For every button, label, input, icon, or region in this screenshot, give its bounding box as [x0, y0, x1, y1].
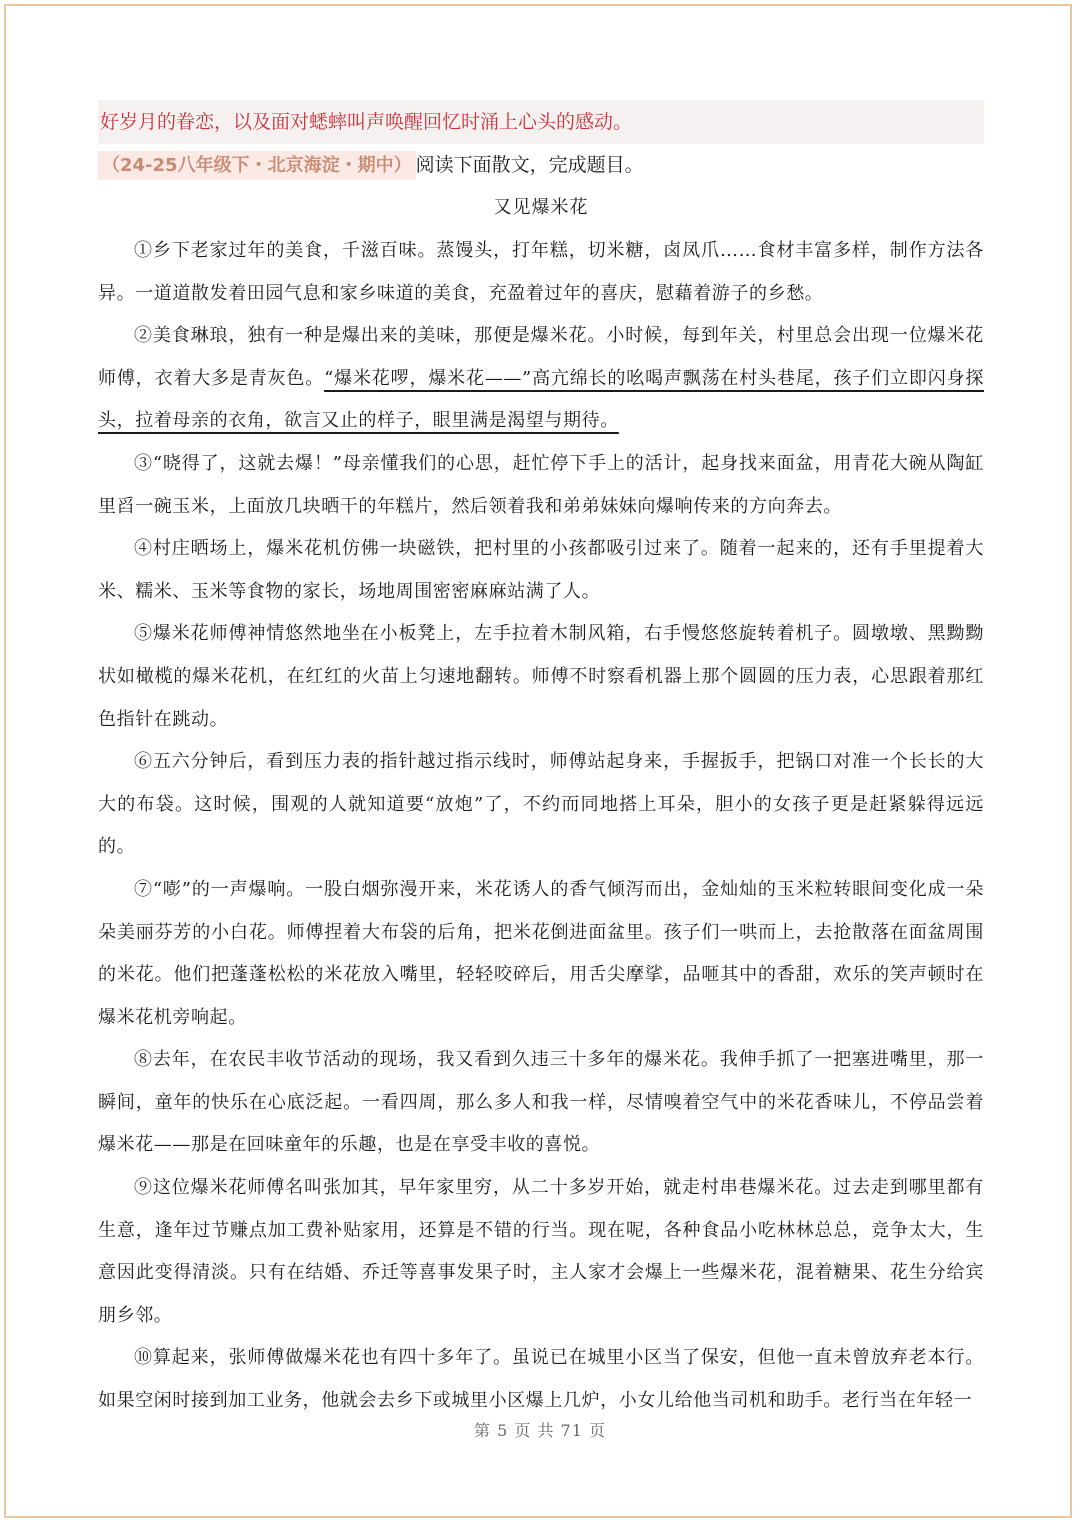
paragraph-7: ⑦“嘭”的一声爆响。一股白烟弥漫开来，米花诱人的香气倾泻而出，金灿灿的玉米粒转眼间变化成一朵朵美丽芬芳的小白花。师傅捏着大布袋的后角，把米花倒进面盆里。孩子们一哄而上，去抢散落在面盆周围的米花。他们把蓬蓬松松的米花放入嘴里，轻轻咬碎后，用舌尖摩挲，品咂其中的香甜，欢乐的笑声顿时在爆米花机旁响起。 — [98, 878, 984, 1028]
paragraph-1: ①乡下老家过年的美食，千滋百味。蒸馒头，打年糕，切米糖，卤凤爪……食材丰富多样，制作方法各异。一道道散发着田园气息和家乡味道的美食，充盈着过年的喜庆，慰藉着游子的乡愁。 — [98, 240, 984, 304]
question-source-line — [98, 144, 984, 186]
paragraph-8: ⑧去年，在农民丰收节活动的现场，我又看到久违三十多年的爆米花。我伸手抓了一把塞进嘴里，那一瞬间，童年的快乐在心底泛起。一看四周，那么多人和我一样，尽情嗅着空气中的米花香味儿，不停品尝着爆米花——那是在回味童年的乐趣，也是在享受丰收的喜悦。 — [98, 1049, 984, 1156]
paragraph-5: ⑤爆米花师傅神情悠然地坐在小板凳上，左手拉着木制风箱，右手慢悠悠旋转着机子。圆墩墩、黑黝黝状如橄榄的爆米花机，在红红的火苗上匀速地翻转。师傅不时察看机器上那个圆圆的压力表，心思跟着那红色指针在跳动。 — [98, 623, 984, 730]
paragraph-2-text: ②美食琳琅，独有一种是爆出来的美味，那便是爆米花。小时候，每到年关，村里总会出现一位爆米花师傅，衣着大多是青灰色。 — [98, 325, 984, 389]
source-tag: （24-25八年级下・北京海淀・期中） — [98, 151, 416, 180]
document-body — [98, 100, 984, 1423]
instruction-text: 阅读下面散文，完成题目。 — [415, 154, 644, 176]
page-number: 第 5 页 共 71 页 — [474, 1421, 606, 1440]
paragraph-10: ⑩算起来，张师傅做爆米花也有四十多年了。虽说已在城里小区当了保安，但他一直未曾放弃老本行。如果空闲时接到加工业务，他就会去乡下或城里小区爆上几炉，小女儿给他当司机和助手。老行当在年轻一 — [98, 1347, 984, 1412]
answer-highlight: 好岁月的眷恋，以及面对蟋蟀叫声唤醒回忆时涌上心头的感动。 — [98, 100, 984, 144]
paragraph-4: ④村庄晒场上，爆米花机仿佛一块磁铁，把村里的小孩都吸引过来了。随着一起来的，还有手里提着大米、糯米、玉米等食物的家长，场地周围密密麻麻站满了人。 — [98, 538, 984, 602]
essay-title: 又见爆米花 — [493, 197, 589, 218]
paragraph-3: ③“晓得了，这就去爆！”母亲懂我们的心思，赶忙停下手上的活计，起身找来面盆，用青花大碗从陶缸里舀一碗玉米，上面放几块晒干的年糕片，然后领着我和弟弟妹妹向爆响传来的方向奔去。 — [98, 452, 984, 517]
paragraph-2 — [98, 315, 984, 443]
paragraph-9: ⑨这位爆米花师傅名叫张加其，早年家里穷，从二十多岁开始，就走村串巷爆米花。过去走到哪里都有生意，逢年过节赚点加工费补贴家用，还算是不错的行当。现在呢，各种食品小吃林林总总，竞争太大，生意因此变得清淡。只有在结婚、乔迁等喜事发果子时，主人家才会爆上一些爆米花，混着糖果、花生分给宾朋乡邻。 — [98, 1177, 984, 1326]
paragraph-6: ⑥五六分钟后，看到压力表的指针越过指示线时，师傅站起身来，手握扳手，把锅口对准一个长长的大大的布袋。这时候，围观的人就知道要“放炮”了，不约而同地搭上耳朵，胆小的女孩子更是赶紧躲得远远的。 — [98, 751, 984, 858]
underlined-sentence: “爆米花啰，爆米花——”高亢绵长的吆喝声飘荡在村头巷尾，孩子们立即闪身探头，拉着母亲的衣角，欲言又止的样子，眼里满是渴望与期待。 — [98, 367, 984, 432]
